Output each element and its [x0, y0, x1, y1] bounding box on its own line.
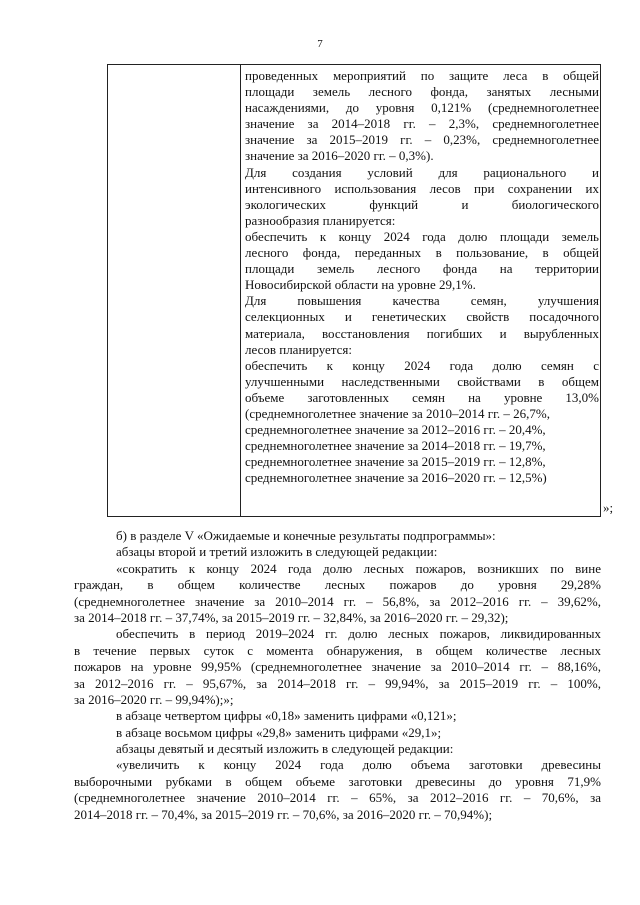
table-text: [245, 68, 599, 486]
table-line: Для повышения качества семян, улучшения: [245, 293, 599, 309]
table-line: среднемноголетнее значение за 2015–2019 гг. – 12,8%,: [245, 454, 546, 470]
table-line: объеме заготовленных семян на уровне 13,0%: [245, 389, 599, 405]
table-line: обеспечить к концу 2024 года долю площади земель: [245, 228, 599, 244]
table-line: разнообразия планируется:: [245, 212, 396, 228]
table-divider: [240, 65, 241, 516]
table-line: значение за 2016–2020 гг. – 0,3%).: [245, 148, 434, 164]
body-line: за 2012–2016 гг. – 95,67%, за 2014–2018 гг. – 99,94%, за 2015–2019 гг. – 100%,: [74, 675, 601, 691]
table-line: Для создания условий для рационального и: [245, 164, 599, 180]
table-line: обеспечить к концу 2024 года долю семян с: [245, 357, 599, 373]
body-line: «сократить к концу 2024 года долю лесных пожаров, возникших по вине: [116, 560, 601, 576]
body-line: абзацы девятый и десятый изложить в следующей редакции:: [116, 741, 454, 757]
page-number: 7: [317, 38, 323, 50]
body-line: 2014–2018 гг. – 70,4%, за 2015–2019 гг. – 70,6%, за 2016–2020 гг. – 70,94%);: [74, 806, 493, 822]
body-line: выборочными рубками в общем объеме заготовки древесины до уровня 71,9%: [74, 773, 601, 789]
table-line: площади земель лесного фонда, занятых лесными: [245, 84, 599, 100]
body-line: обеспечить в период 2019–2024 гг. долю лесных пожаров, ликвидированных: [116, 626, 601, 642]
body-line: в абзаце четвертом цифры «0,18» заменить цифрами «0,121»;: [116, 708, 457, 724]
table-line: среднемноголетнее значение за 2012–2016 гг. – 20,4%,: [245, 422, 546, 438]
table-line: лесов планируется:: [245, 341, 352, 357]
body-line: (среднемноголетнее значение 2010–2014 гг. – 65%, за 2012–2016 гг. – 70,6%, за: [74, 790, 601, 806]
body-line: граждан, в общем количестве лесных пожаров до уровня 29,28%: [74, 577, 601, 593]
table-line: проведенных мероприятий по защите леса в общей: [245, 68, 599, 83]
body-line: в абзаце восьмом цифры «29,8» заменить цифрами «29,1»;: [116, 724, 442, 740]
table-line: улучшенными наследственными свойствами в общем: [245, 373, 599, 389]
table-line: среднемноголетнее значение за 2014–2018 гг. – 19,7%,: [245, 438, 546, 454]
body-line: б) в разделе V «Ожидаемые и конечные результаты подпрограммы»:: [116, 528, 496, 543]
body-line: абзацы второй и третий изложить в следующей редакции:: [116, 544, 438, 560]
table-line: интенсивного использования лесов при сохранении их: [245, 180, 599, 196]
body-line: за 2014–2018 гг. – 37,74%, за 2015–2019 гг. – 32,84%, за 2016–2020 гг. – 29,32);: [74, 609, 509, 625]
table-line: экологических функций и биологического: [245, 196, 599, 212]
table-end-mark: »;: [603, 500, 614, 515]
body-line: за 2016–2020 гг. – 99,94%);»;: [74, 691, 234, 707]
body-line: пожаров на уровне 99,95% (среднемноголетнее значение за 2010–2014 гг. – 88,16%,: [74, 659, 601, 675]
table-box: [107, 64, 601, 517]
table-line: Новосибирской области на уровне 29,1%.: [245, 277, 476, 293]
body-text: [74, 528, 601, 823]
table-line: насаждениями, до уровня 0,121% (среднемноголетнее: [245, 100, 599, 116]
table-line: значение за 2015–2019 гг. – 0,23%, среднемноголетнее: [245, 132, 599, 148]
table-line: площади земель лесного фонда на территории: [245, 261, 599, 277]
body-line: (среднемноголетнее значение за 2010–2014 гг. – 56,8%, за 2012–2016 гг. – 39,62%,: [74, 593, 601, 609]
body-line: в течение первых суток с момента обнаружения, в общем количестве лесных: [74, 642, 601, 658]
table-line: (среднемноголетнее значение за 2010–2014 гг. – 26,7%,: [245, 405, 551, 421]
table-line: значение за 2014–2018 гг. – 2,3%, среднемноголетнее: [245, 116, 599, 132]
table-line: селекционных и генетических свойств посадочного: [245, 309, 599, 325]
table-line: среднемноголетнее значение за 2016–2020 гг. – 12,5%): [245, 470, 547, 486]
table-line: лесного фонда, переданных в пользование, в общей: [245, 245, 599, 261]
table-line: материала, восстановления погибших и вырубленных: [245, 325, 599, 341]
body-line: «увеличить к концу 2024 года долю объема заготовки древесины: [116, 757, 601, 773]
